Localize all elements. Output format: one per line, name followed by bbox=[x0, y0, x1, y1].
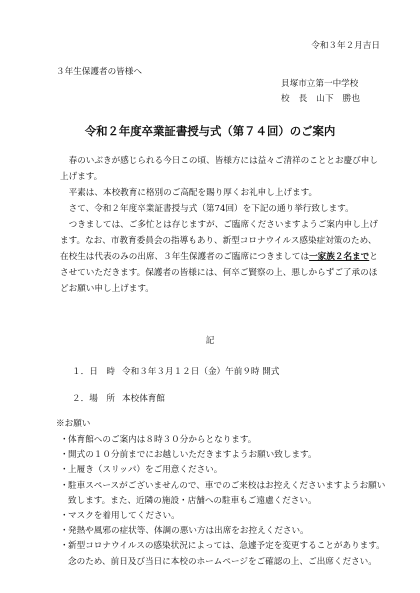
bullet-icon: ・ bbox=[60, 511, 69, 522]
issue-date: 令和３年２月吉日 bbox=[311, 41, 380, 51]
note-text: マスクを着用してください。 bbox=[68, 511, 180, 522]
note-item bbox=[60, 524, 390, 539]
invitation-text-b: とさせていただきます。保護者の皆様には、何卒ご賢察の上、悪しからずご了承のほどお願い申し上げます。 bbox=[60, 252, 378, 294]
note-item bbox=[60, 539, 390, 569]
thanks-paragraph: 平素は、本校教育に格別のご高配を賜り厚くお礼申し上げます。 bbox=[60, 188, 318, 198]
bullet-icon: ・ bbox=[60, 480, 69, 491]
attendance-limit: 一家族２名まで bbox=[309, 252, 370, 262]
ki-heading: 記 bbox=[205, 336, 215, 346]
body-text bbox=[60, 153, 380, 297]
note-text: 発熱や風邪の症状等、体調の悪い方は出席をお控えください。 bbox=[68, 526, 309, 537]
note-item bbox=[60, 448, 390, 463]
note-text: 駐車スペースがございませんので、車でのご来校はお控えくださいますようお願い致します。また、近隣の施設・店舗への駐車もご遠慮ください。 bbox=[68, 480, 386, 506]
bullet-icon: ・ bbox=[60, 435, 69, 445]
detail-label: １．日 時 bbox=[72, 367, 115, 377]
detail-label: ２．場 所 bbox=[72, 394, 115, 404]
note-text: 上履き（スリッパ）をご用意ください。 bbox=[68, 465, 223, 476]
detail-value: 令和３年３月１２日（金）午前９時 開式 bbox=[122, 367, 280, 377]
note-item bbox=[60, 479, 390, 509]
greeting-paragraph: 春のいぶきが感じられる今日この頃、皆様方には益々ご清祥のこととお慶び申し上げます。 bbox=[60, 156, 378, 182]
invitation-paragraph bbox=[60, 217, 380, 297]
bullet-icon: ・ bbox=[60, 541, 69, 552]
principal-name: 校 長 山下 勝也 bbox=[281, 94, 361, 104]
school-name: 貝塚市立第一中学校 bbox=[281, 79, 359, 89]
bullet-icon: ・ bbox=[60, 526, 69, 537]
notes-heading: ※お願い bbox=[56, 419, 91, 429]
note-text: 体育館へのご案内は８時３０分からとなります。 bbox=[68, 435, 257, 445]
announcement-paragraph: さて、令和２年度卒業証書授与式（第74回）を下記の通り挙行致します。 bbox=[60, 204, 354, 214]
note-item bbox=[60, 509, 390, 524]
note-text: 開式の１０分前までにお越しいただきますようお願い致します。 bbox=[68, 450, 317, 461]
document-title: 令和２年度卒業証書授与式（第７４回）のご案内 bbox=[84, 124, 336, 138]
bullet-icon: ・ bbox=[60, 450, 69, 461]
invitation-text-a: つきましては、ご多忙とは存じますが、ご臨席くださいますようご案内申し上げます。なお、市教育委員会の指導もあり、新型コロナウイルス感染症対策のため、在校生は代表のみの出席、３年生保護者のご臨席につきましては bbox=[60, 220, 378, 262]
detail-value: 本校体育館 bbox=[122, 394, 165, 404]
note-text: 新型コロナウイルスの感染状況によっては、急遽予定を変更することがあります。念のため、前日及び当日に本校のホームページをご確認の上、ご出席ください。 bbox=[68, 541, 385, 567]
note-item bbox=[60, 433, 390, 448]
bullet-icon: ・ bbox=[60, 465, 69, 476]
note-item bbox=[60, 463, 390, 478]
notes-list bbox=[60, 433, 390, 570]
recipient: ３年生保護者の皆様へ bbox=[56, 67, 142, 77]
